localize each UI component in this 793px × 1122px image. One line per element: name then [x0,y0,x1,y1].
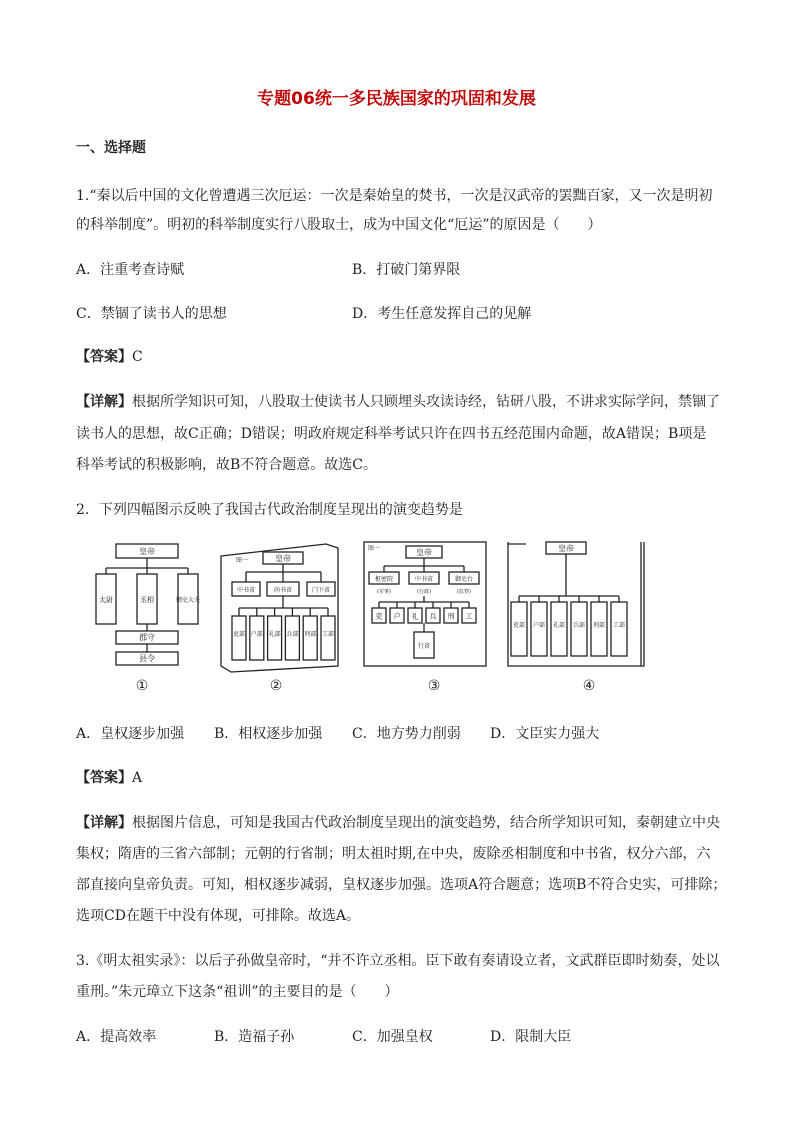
fig4-depts-dept-4: 刑部 [592,622,606,629]
fig2-depts-dept-0: 吏部 [232,631,246,638]
q1-detail-line-3: 科举考试的积极影响，故B不符合题意。故选C。 [76,457,377,473]
fig2-corner-label: 图一 [236,557,249,564]
fig3-shumi: 枢密院 [374,576,394,583]
section-heading: 一、选择题 [76,140,146,156]
fig3-admin: (行政) [417,589,431,595]
figure-label-3: ③ [427,678,441,694]
fig1-censor: 御史大夫 [175,597,201,604]
fig3-depts-dept-0: 吏 [375,612,383,621]
q2-detail-line-2: 集权；隋唐的三省六部制；元朝的行省制；明太祖时期,在中央，废除丞相制度和中书省，权分六部，六 [76,846,711,862]
fig4-depts-dept-2: 礼部 [552,622,566,629]
fig3-depts-dept-4: 刑 [447,612,455,621]
fig3-depts-dept-1: 户 [393,612,401,621]
page-title: 专题06统一多民族国家的巩固和发展 [257,89,536,109]
q1-stem-line-1: 1.“秦以后中国的文化曾遭遇三次厄运：一次是秦始皇的焚书，一次是汉武帝的罢黜百家，又一次是明初 [76,188,713,204]
fig2-depts-dept-2: 礼部 [268,631,281,638]
q2-stem: 2．下列四幅图示反映了我国古代政治制度呈现出的演变趋势是 [76,502,463,518]
fig4-depts-dept-0: 吏部 [512,622,526,629]
fig3-yuan-structure [364,542,486,666]
fig3-supervision: (监察) [457,589,471,595]
answer-value: C [132,349,143,365]
fig2-depts-dept-3: 兵部 [286,631,299,638]
fig2-depts-dept-5: 工部 [321,631,335,638]
q1-detail-line-1 [76,391,720,411]
q3-stem-line-1: 3.《明太祖实录》：以后子孙做皇帝时，“并不许立丞相。臣下敢有奏请设立者，文武群臣即时劾奏，处以 [76,953,720,969]
detail-tag: 【详解】 [76,815,132,831]
q2-figure [76,538,676,702]
q2-detail-line-4: 选项CD在题干中没有体现，可排除。故选A。 [76,908,361,924]
q1-option-c: C．禁锢了读书人的思想 [76,306,227,322]
q1-option-a: A．注重考查诗赋 [76,262,185,278]
fig2-menxia: 门下省 [311,587,331,594]
q1-stem-line-2: 的科举制度”。明初的科举制度实行八股取士，成为中国文化“厄运”的原因是（ ） [76,217,602,233]
fig4-ming-structure [508,542,644,666]
q2-detail-line-3: 部直接向皇帝负责。可知，相权逐步减弱，皇权逐步加强。选项A符合题意；选项B不符合史实，可排除； [76,877,727,893]
detail-text: 根据图片信息，可知是我国古代政治制度呈现出的演变趋势，结合所学知识可知，秦朝建立中央 [132,815,720,831]
fig2-zhongshu: 中书省 [236,587,256,594]
detail-tag: 【详解】 [76,394,132,410]
fig3-depts-dept-5: 工 [465,612,473,621]
fig2-shangshu: 尚书省 [273,587,293,594]
answer-tag: 【答案】 [76,349,132,365]
fig3-depts-dept-2: 礼 [411,612,419,621]
q2-option-b: B．相权逐步加强 [214,726,323,742]
fig3-yushi: 御史台 [454,576,474,583]
figure-label-1: ① [135,678,149,694]
fig3-depts-dept-3: 兵 [429,612,437,621]
q2-option-d: D．文臣实力强大 [490,726,600,742]
q1-option-b: B．打破门第界限 [352,262,461,278]
q3-stem-line-2: 重刑。”朱元璋立下这条“祖训”的主要目的是（ ） [76,984,399,1000]
fig3-military: (军事) [377,589,391,595]
q2-option-c: C．地方势力削弱 [352,726,461,742]
answer-value: A [132,770,143,786]
fig1-magistrate: 县令 [139,654,155,663]
figure-label-2: ② [269,678,283,694]
fig2-emperor: 皇帝 [275,554,291,563]
q3-option-c: C．加强皇权 [352,1029,433,1045]
fig3-province: 行省 [417,643,431,650]
fig3-corner-label: 图一 [368,545,381,552]
q2-answer [76,767,142,787]
q2-detail-line-1 [76,812,720,832]
fig2-depts-dept-4: 刑部 [304,631,317,638]
answer-tag: 【答案】 [76,770,132,786]
fig1-emperor: 皇帝 [139,547,155,556]
q3-option-a: A．提高效率 [76,1029,157,1045]
fig2-tang-structure [221,544,338,672]
fig4-depts-dept-3: 兵部 [572,622,586,629]
fig1-taiwei: 太尉 [99,596,113,604]
fig1-qin-structure [96,544,200,665]
q3-option-d: D．限制大臣 [490,1029,572,1045]
detail-text: 根据所学知识可知，八股取士使读书人只顾埋头攻读诗经，钻研八股，不讲求实际学问，禁锢了 [132,394,720,410]
fig1-prefect: 郡守 [139,633,155,642]
fig3-zhongshu: 中书省 [414,576,434,583]
fig4-depts-dept-1: 户部 [532,622,546,629]
fig4-depts-dept-5: 工部 [612,622,626,629]
fig1-chancellor: 丞相 [140,596,154,604]
q2-option-a: A．皇权逐步加强 [76,726,185,742]
fig4-emperor: 皇帝 [558,544,574,553]
fig3-emperor: 皇帝 [416,548,432,557]
q1-answer [76,346,143,366]
q1-detail-line-2: 读书人的思想，故C正确；D错误；明政府规定科举考试只许在四书五经范围内命题，故A错误；B项是 [76,426,707,442]
fig2-depts-dept-1: 户部 [250,631,263,638]
figure-label-4: ④ [582,678,596,694]
q1-option-d: D．考生任意发挥自己的见解 [352,306,532,322]
q3-option-b: B．造福子孙 [214,1029,295,1045]
